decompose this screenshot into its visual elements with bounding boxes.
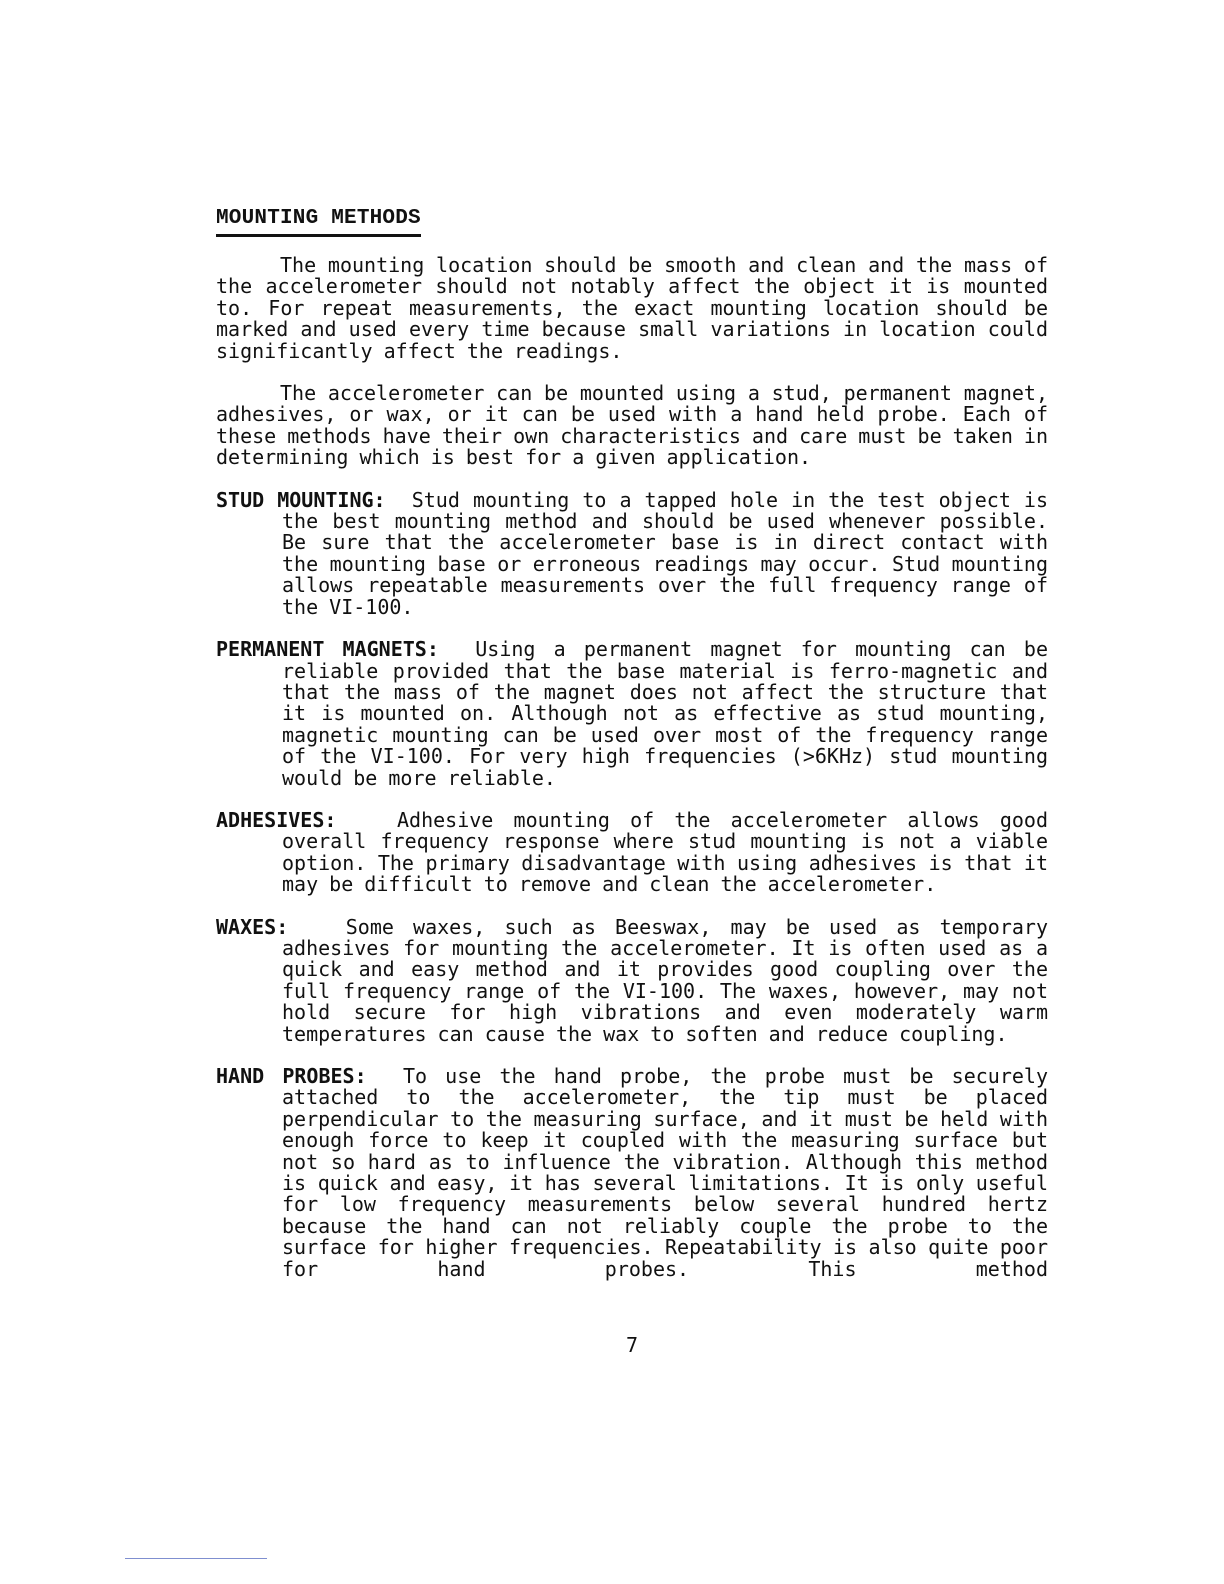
method-term: STUD MOUNTING: [216, 487, 386, 512]
intro-paragraph-1: The mounting location should be smooth and clean and the mass of the accelerometer should not notably affect the object it is mounted to. For repeat measurements, the exact mounting location should be marked and used every time because small variations in location could significantly affect the readings. [216, 253, 1048, 363]
method-description: Using a permanent magnet for mounting can be reliable provided that the base material is ferro-magnetic and that the mass of the magnet does not affect the structure that it is mounted on. Although not as effective as stud mounting, magnetic mounting can be used over most of the frequency range of the VI-100. For very high frequencies (>6KHz) stud mounting would be more reliable. [282, 637, 1048, 790]
page-number: 7 [625, 1333, 639, 1357]
method-term: WAXES: [216, 914, 289, 939]
method-term: PERMANENT MAGNETS: [216, 637, 439, 662]
method-waxes [216, 914, 1048, 1046]
intro-paragraph-2: The accelerometer can be mounted using a stud, permanent magnet, adhesives, or wax, or it can be used with a hand held probe. Each of these methods have their own characteristics and care must be taken in determining which is best for a given application. [216, 381, 1048, 470]
method-description: Some waxes, such as Beeswax, may be used as temporary adhesives for mounting the accelerometer. It is often used as a quick and easy method and it provides good coupling over the full frequency range of the VI-100. The waxes, however, may not hold secure for high vibrations and even moderately warm temperatures can cause the wax to soften and reduce coupling. [282, 914, 1048, 1046]
method-term: ADHESIVES: [216, 807, 337, 832]
method-description: Adhesive mounting of the accelerometer allows good overall frequency response where stud mounting is not a viable option. The primary disadvantage with using adhesives is that it may be difficult to remove and clean the accelerometer. [282, 807, 1048, 897]
footnote-rule [125, 1558, 267, 1559]
method-description: Stud mounting to a tapped hole in the test object is the best mounting method and should be used whenever possible. Be sure that the accelerometer base is in direct contact with the mounting base or erroneous readings may occur. Stud mounting allows repeatable measurements over the full frequency range of the VI-100. [282, 487, 1048, 619]
document-page [216, 205, 1048, 1301]
method-permanent-magnets [216, 639, 1048, 789]
method-term: HAND PROBES: [216, 1064, 367, 1088]
section-heading: MOUNTING METHODS [216, 205, 421, 237]
method-description: To use the hand probe, the probe must be securely attached to the accelerometer, the tip must be placed perpendicular to the measuring surface, and it must be held with enough force to keep it coupled with the measuring surface but not so hard as to influence the vibration. Although this method is quick and easy, it has several limitations. It is only useful for low frequency measurements below several hundred hertz because the hand can not reliably couple the probe to the surface for higher frequencies. Repeatability is also quite poor for hand probes. This method [282, 1064, 1048, 1281]
method-hand-probes [216, 1066, 1048, 1280]
method-stud-mounting [216, 487, 1048, 619]
method-adhesives [216, 807, 1048, 897]
